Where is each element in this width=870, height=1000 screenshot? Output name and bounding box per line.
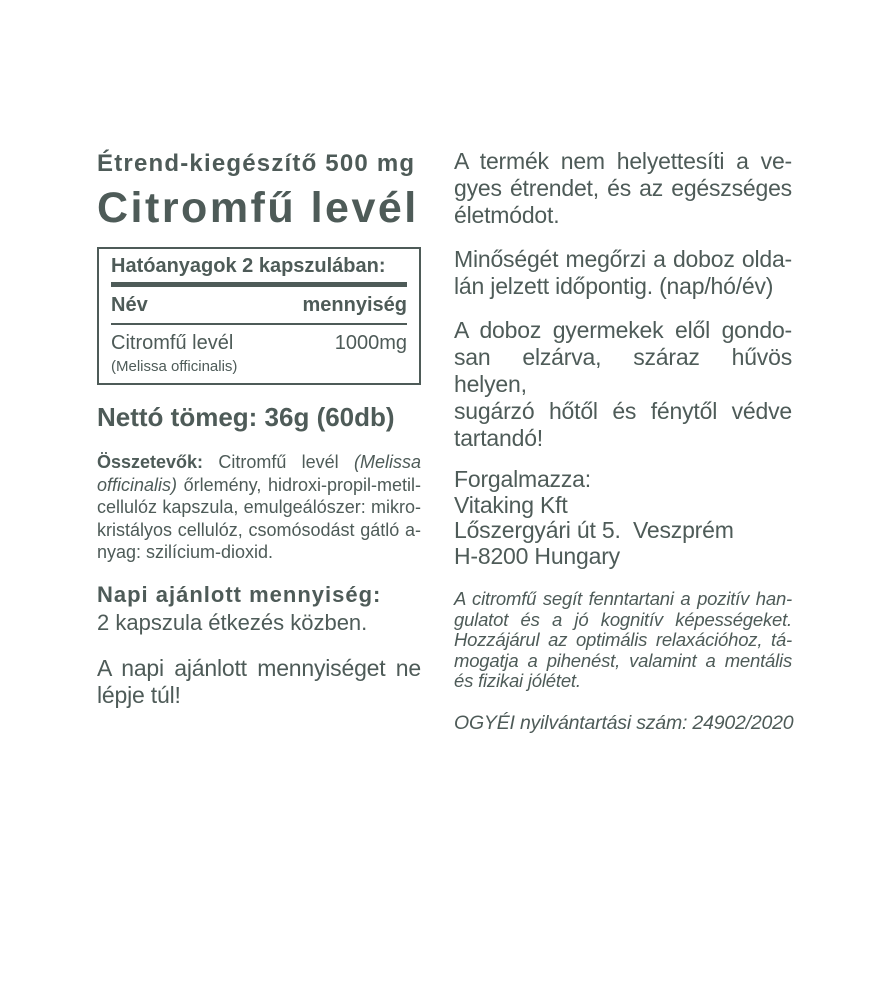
varied-diet-notice [454, 148, 792, 229]
text-line: A termék nem helyettesíti a ve- [454, 148, 792, 174]
health-claim [454, 589, 792, 692]
text-line: és fizikai jólétet. [454, 670, 581, 691]
right-column [454, 140, 792, 735]
text-line: életmódot. [454, 202, 560, 228]
text-line: A doboz gyermekek elől gondo- [454, 317, 792, 343]
ingredients-text: őrlemény, hidroxi-propil-metil- [177, 474, 421, 495]
left-column [97, 140, 421, 709]
ingredient-amount-cell: 1000mg [334, 332, 407, 354]
ingredient-name-cell: Citromfű levél [111, 332, 234, 354]
ingredients-latin-text: (Melissa [353, 452, 421, 472]
text-line: lépje túl! [97, 681, 181, 708]
ingredients-text: Citromfű levél [203, 452, 354, 472]
text-line: lán jelzett időpontig. (nap/hó/év) [454, 273, 774, 299]
daily-dose-heading: Napi ajánlott mennyiség: [97, 581, 382, 607]
text-line: mogatja a pihenést, valamint a mentális [454, 649, 792, 671]
text-line: Hozzájárul az optimális relaxációhoz, tá- [454, 629, 792, 650]
ingredient-latin-name: (Melissa officinalis) [111, 358, 238, 375]
text-line: Forgalmazza: [454, 466, 591, 492]
daily-dose-value: 2 kapszula étkezés közben. [97, 609, 368, 635]
net-weight: Nettó tömeg: 36g (60db) [97, 402, 395, 432]
text-line: Lőszergyári út 5. Veszprém [454, 517, 734, 543]
ingredients-line [97, 451, 421, 474]
ingredients-line: kristályos cellulóz, csomósodást gátló a- [97, 519, 421, 540]
text-line: Vitaking Kft [454, 491, 568, 518]
storage-warning [454, 317, 792, 452]
column-header-amount: mennyiség [302, 294, 407, 316]
ingredients-latin-text: officinalis) [97, 474, 178, 495]
text-line: gyes étrendet, és az egészséges [454, 175, 792, 201]
best-before-notice [454, 246, 792, 300]
product-name: Citromfű levél [97, 184, 419, 232]
supplement-subtitle: Étrend-kiegészítő 500 mg [97, 150, 416, 177]
text-line: tartandó! [454, 425, 543, 451]
text-line: H-8200 Hungary [454, 542, 620, 569]
active-ingredients-table [97, 247, 421, 385]
text-line: san elzárva, száraz hűvös helyen, [454, 344, 792, 397]
text-line: A citromfű segít fenntartani a pozitív han- [454, 588, 792, 609]
ingredients-line [97, 474, 421, 497]
table-title: Hatóanyagok 2 kapszulában: [111, 255, 386, 277]
text-line: gulatot és a jó kognitív képességeket. [454, 608, 792, 630]
column-header-name: Név [111, 294, 148, 316]
distributor-block [454, 467, 792, 569]
ingredients-line: cellulóz kapszula, emulgeálószer: mikro- [97, 497, 421, 517]
registration-number: OGYÉI nyilvántartási szám: 24902/2020 [454, 711, 794, 734]
ingredients-label: Összetevők: [97, 452, 204, 472]
text-line: A napi ajánlott mennyiséget ne [97, 654, 421, 681]
do-not-exceed-warning [97, 655, 421, 709]
table-data-row [111, 325, 407, 355]
text-line: sugárzó hőtől és fénytől védve [454, 398, 792, 424]
table-header-row [111, 287, 407, 323]
ingredients-line: nyag: szilícium-dioxid. [97, 542, 274, 562]
text-line: Minőségét megőrzi a doboz olda- [454, 246, 792, 272]
ingredients-paragraph [97, 451, 421, 564]
